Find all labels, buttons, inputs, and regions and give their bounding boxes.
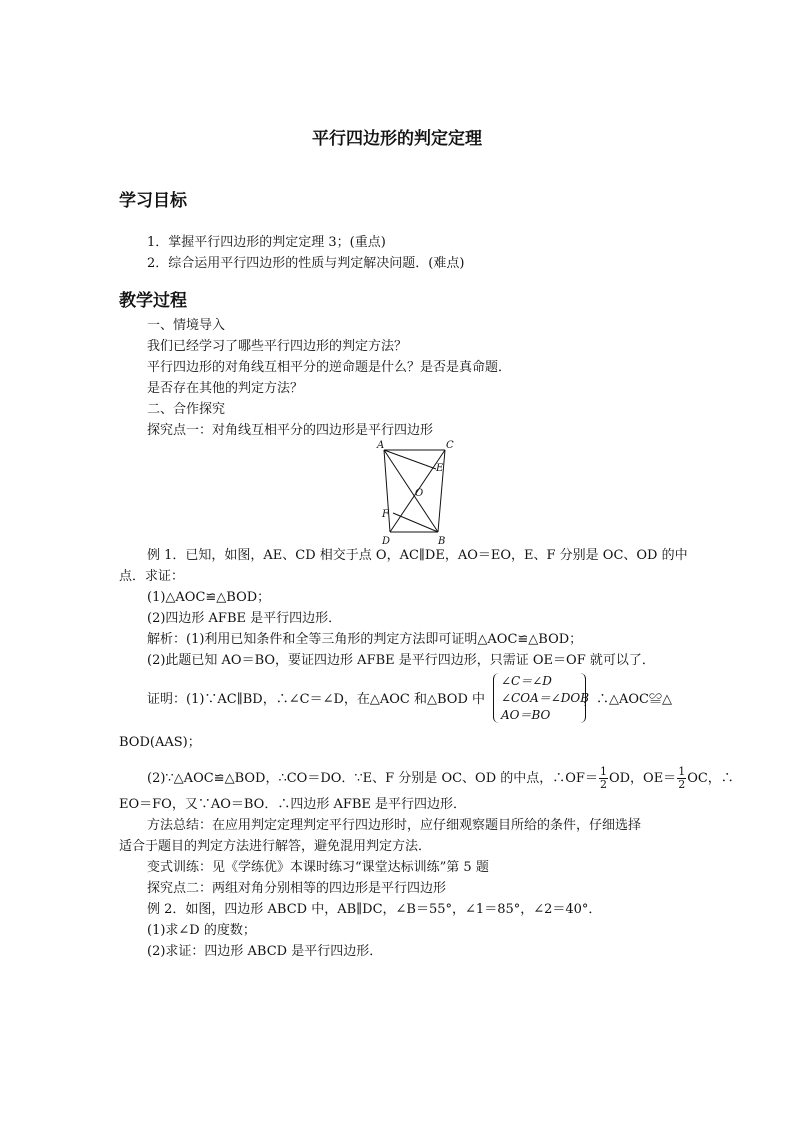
proof2-text-b: OD，OE＝: [608, 771, 677, 786]
summary-line-2: 适合于题目的判定方法进行解答，避免混用判定方法．: [119, 839, 432, 854]
proof2-text-a: (2)∵△AOC≌△BOD，∴CO＝DO．∵E、F 分别是 OC、OD 的中点，∴OF＝: [147, 771, 598, 786]
segment-ab: [384, 450, 438, 532]
system-row-1: ∠C＝∠D: [501, 674, 552, 688]
part2-heading: 二、合作探究: [147, 402, 226, 417]
heading-objectives: 学习目标: [119, 191, 187, 211]
label-d: D: [382, 536, 391, 547]
example2-question-1: (1)求∠D 的度数；: [147, 923, 256, 938]
label-b: B: [438, 536, 446, 547]
intro-question-2: 平行四边形的对角线互相平分的逆命题是什么？是否是真命题．: [147, 360, 512, 375]
label-o: O: [415, 488, 424, 499]
objective-2: 2．综合运用平行四边形的性质与判定解决问题．(难点): [147, 256, 465, 271]
label-f: F: [382, 509, 389, 520]
proof-line-2: BOD(AAS)；: [119, 735, 201, 750]
page-title: 平行四边形的判定定理: [312, 129, 482, 149]
proof2-line-2: EO＝FO，又∵AO＝BO．∴四边形 AFBE 是平行四边形．: [119, 797, 467, 812]
example2-question-2: (2)求证：四边形 ABCD 是平行四边形．: [147, 944, 383, 959]
example1-analysis-2: (2)此题已知 AO＝BO，要证四边形 AFBE 是平行四边形，只需证 OE＝OF 就可以了．: [147, 653, 655, 668]
practice-line: 变式训练：见《学练优》本课时练习“课堂达标训练”第 5 题: [147, 860, 489, 875]
example1-question-1: (1)△AOC≌△BOD；: [147, 590, 271, 605]
geometry-figure: [370, 440, 470, 548]
equation-system: [493, 673, 588, 723]
label-a: A: [377, 440, 385, 451]
heading-process: 教学过程: [119, 291, 187, 311]
example1-analysis-1: 解析：(1)利用已知条件和全等三角形的判定方法即可证明△AOC≌△BOD；: [147, 632, 583, 647]
example1-line1: 例 1．已知，如图，AE、CD 相交于点 O，AC∥DE，AO＝EO，E、F 分别是 OC、OD 的中: [147, 548, 688, 563]
explore-point-1: 探究点一：对角线互相平分的四边形是平行四边形: [147, 423, 434, 438]
proof-line-1: 证明：(1)∵AC∥BD，∴∠C＝∠D，在△AOC 和△BOD 中: [147, 692, 486, 707]
segment-ae: [384, 450, 436, 469]
system-row-2: ∠COA＝∠DOB: [501, 691, 590, 705]
proof-line-1-tail: ，∴△AOC≌△: [583, 692, 672, 707]
label-c: C: [446, 440, 454, 451]
example1-line1b: 点．求证：: [119, 569, 185, 584]
intro-question-1: 我们已经学习了哪些平行四边形的判定方法？: [147, 339, 408, 354]
example1-question-2: (2)四边形 AFBE 是平行四边形．: [147, 611, 342, 626]
example2-line1: 例 2．如图，四边形 ABCD 中，AB∥DC，∠B＝55°，∠1＝85°，∠2＝40°．: [147, 902, 602, 917]
system-row-3: AO＝BO: [501, 708, 551, 722]
left-brace: [493, 673, 499, 723]
explore-point-2: 探究点二：两组对角分别相等的四边形是平行四边形: [147, 881, 447, 896]
objective-1: 1．掌握平行四边形的判定定理 3；(重点): [147, 235, 386, 250]
summary-line-1: 方法总结：在应用判定定理判定平行四边形时，应仔细观察题目所给的条件，仔细选择: [147, 818, 642, 833]
proof2-text-c: OC，∴: [687, 771, 734, 786]
part1-heading: 一、情境导入: [147, 318, 226, 333]
fraction-half-1: $\frac{1}{2}$: [599, 765, 607, 791]
proof2-line: [147, 766, 734, 791]
intro-question-3: 是否存在其他的判定方法？: [147, 381, 304, 396]
fraction-half-2: $\frac{1}{2}$: [678, 765, 686, 791]
label-e: E: [436, 463, 444, 474]
